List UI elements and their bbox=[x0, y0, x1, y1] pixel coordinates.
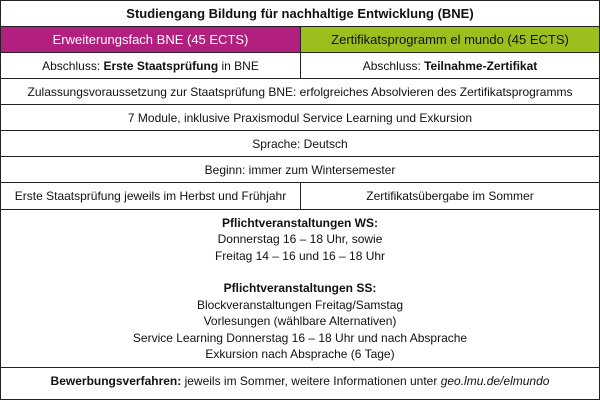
abschluss-right-bold: Teilnahme-Zertifikat bbox=[424, 58, 538, 73]
bewerbung-link[interactable]: geo.lmu.de/elmundo bbox=[440, 373, 550, 388]
beginn-row bbox=[1, 157, 599, 183]
pflicht-ss-heading: Pflichtveranstaltungen SS: bbox=[223, 281, 377, 295]
module-row bbox=[1, 105, 599, 131]
pflicht-ss-line: Vorlesungen (wählbare Alternativen) bbox=[203, 314, 397, 328]
abschluss-left-suffix: in BNE bbox=[218, 58, 259, 73]
abschluss-left-prefix: Abschluss: bbox=[42, 58, 104, 73]
header-erweiterungsfach: Erweiterungsfach BNE (45 ECTS) bbox=[1, 27, 300, 52]
pflicht-block bbox=[1, 210, 599, 367]
bewerbung-label: Bewerbungsverfahren: bbox=[50, 373, 182, 388]
pflicht-ss-line: Exkursion nach Absprache (6 Tage) bbox=[205, 347, 395, 361]
abschluss-right bbox=[300, 53, 599, 78]
termine-left: Erste Staatsprüfung jeweils im Herbst und Frühjahr bbox=[14, 189, 287, 203]
pflicht-ws-heading: Pflichtveranstaltungen WS: bbox=[221, 215, 379, 230]
termine-right: Zertifikatsübergabe im Sommer bbox=[300, 183, 599, 209]
abschluss-left-bold: Erste Staatsprüfung bbox=[103, 58, 219, 73]
pflicht-ws-line: Freitag 14 – 16 und 16 – 18 Uhr bbox=[214, 248, 386, 263]
pflicht-ss-line: Blockveranstaltungen Freitag/Samstag bbox=[196, 297, 404, 312]
pflicht-ws-line: Donnerstag 16 – 18 Uhr, sowie bbox=[217, 232, 383, 246]
sprache-text: Sprache: Deutsch bbox=[252, 136, 348, 151]
pflicht-row bbox=[1, 210, 599, 368]
zulassung-row bbox=[1, 79, 599, 105]
bewerbung-text: jeweils im Sommer, weitere Informationen unter bbox=[181, 373, 441, 388]
termine-row bbox=[1, 183, 599, 210]
header-row bbox=[1, 27, 599, 53]
title-row bbox=[1, 1, 599, 27]
abschluss-left bbox=[1, 53, 300, 78]
abschluss-right-prefix: Abschluss: bbox=[362, 58, 425, 73]
bewerbung-row bbox=[1, 368, 599, 393]
sprache-row bbox=[1, 131, 599, 157]
pflicht-ss-line: Service Learning Donnerstag 16 – 18 Uhr und nach Absprache bbox=[132, 330, 468, 345]
zulassung-text: Zulassungsvoraussetzung zur Staatsprüfung BNE: erfolgreiches Absolvieren des Zertifikatsprogramms bbox=[27, 84, 573, 99]
beginn-text: Beginn: immer zum Wintersemester bbox=[204, 162, 396, 177]
module-text: 7 Module, inklusive Praxismodul Service Learning und Exkursion bbox=[127, 110, 473, 125]
abschluss-row bbox=[1, 53, 599, 79]
table-title: Studiengang Bildung für nachhaltige Entwicklung (BNE) bbox=[126, 6, 474, 21]
header-zertifikatsprogramm: Zertifikatsprogramm el mundo (45 ECTS) bbox=[300, 27, 599, 52]
bewerbung-cell bbox=[1, 368, 599, 393]
